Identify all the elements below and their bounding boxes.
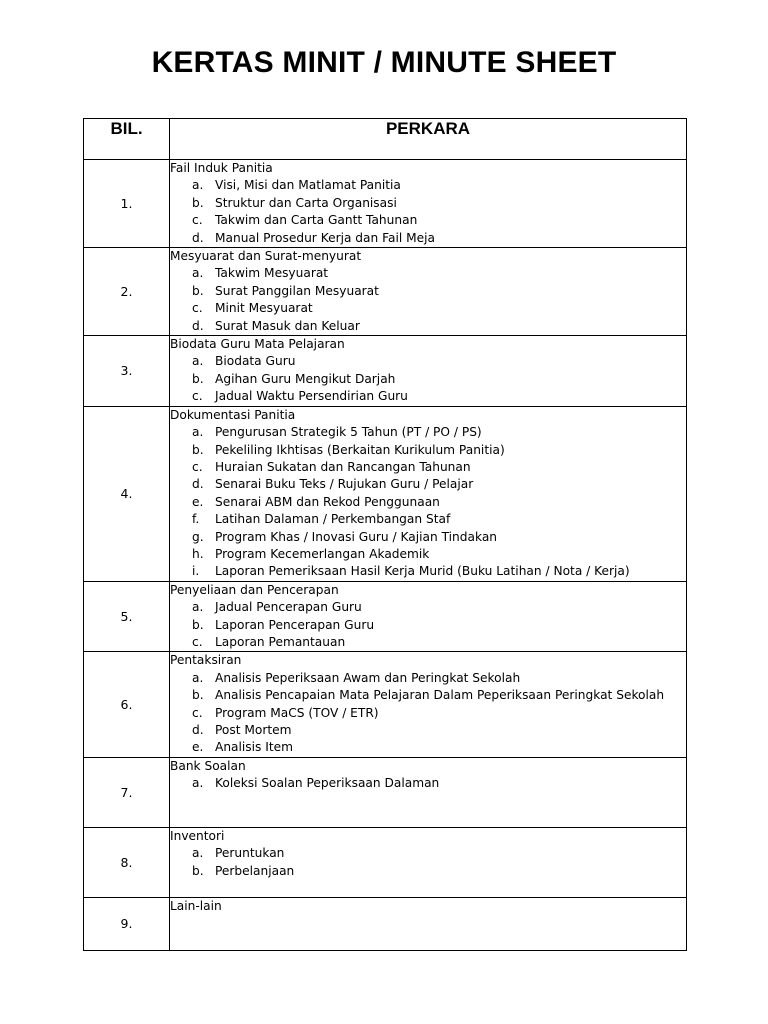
table-row <box>84 757 687 827</box>
item-letter: c. <box>192 705 203 720</box>
item-text: Takwim dan Carta Gantt Tahunan <box>215 213 418 228</box>
row-content <box>170 160 687 248</box>
item-list <box>170 599 686 651</box>
list-item <box>170 476 686 493</box>
item-letter: i. <box>192 564 200 579</box>
list-item <box>170 388 686 405</box>
list-item <box>170 230 686 247</box>
list-item <box>170 617 686 634</box>
list-item <box>170 722 686 739</box>
item-text: Program MaCS (TOV / ETR) <box>215 705 379 720</box>
item-text: Senarai ABM dan Rekod Penggunaan <box>215 494 440 509</box>
item-text: Post Mortem <box>215 723 292 737</box>
item-text: Pekeliling Ikhtisas (Berkaitan Kurikulum Panitia) <box>215 442 505 457</box>
item-letter: b. <box>192 688 204 703</box>
table-header-row <box>84 119 687 160</box>
item-text: Program Kecemerlangan Akademik <box>215 546 430 561</box>
list-item <box>170 318 686 335</box>
row-number: 6. <box>84 652 170 757</box>
item-letter: b. <box>192 195 204 210</box>
item-text: Biodata Guru <box>215 354 296 369</box>
item-list <box>170 353 686 405</box>
table-row <box>84 160 687 248</box>
item-letter: a. <box>192 776 204 791</box>
item-text: Visi, Misi dan Matlamat Panitia <box>215 178 401 193</box>
list-item <box>170 494 686 511</box>
list-item <box>170 442 686 459</box>
item-letter: c. <box>192 301 203 316</box>
item-text: Minit Mesyuarat <box>215 301 313 316</box>
row-number: 9. <box>84 897 170 950</box>
list-item <box>170 705 686 722</box>
item-letter: e. <box>192 740 204 755</box>
item-text: Koleksi Soalan Peperiksaan Dalaman <box>215 776 440 791</box>
section-title: Bank Soalan <box>170 758 246 773</box>
item-letter: b. <box>192 371 204 386</box>
list-item <box>170 775 686 792</box>
item-text: Laporan Pemeriksaan Hasil Kerja Murid (Buku Latihan / Nota / Kerja) <box>215 564 630 579</box>
section-title: Dokumentasi Panitia <box>170 407 296 422</box>
section-title: Mesyuarat dan Surat-menyurat <box>170 249 362 264</box>
list-item <box>170 739 686 756</box>
row-number: 3. <box>84 336 170 407</box>
row-content <box>170 336 687 407</box>
list-item <box>170 353 686 370</box>
list-item <box>170 546 686 563</box>
item-text: Manual Prosedur Kerja dan Fail Meja <box>215 230 435 245</box>
item-letter: a. <box>192 425 204 440</box>
row-content <box>170 248 687 336</box>
list-item <box>170 283 686 300</box>
table-row <box>84 652 687 757</box>
list-item <box>170 195 686 212</box>
item-list <box>170 845 686 880</box>
item-list <box>170 265 686 335</box>
row-content <box>170 581 687 652</box>
item-letter: h. <box>192 546 204 561</box>
item-letter: c. <box>192 389 203 404</box>
item-text: Program Khas / Inovasi Guru / Kajian Tindakan <box>215 529 498 544</box>
item-letter: a. <box>192 670 204 685</box>
list-item <box>170 634 686 651</box>
list-item <box>170 529 686 546</box>
section-title: Biodata Guru Mata Pelajaran <box>170 337 345 352</box>
table-row <box>84 897 687 950</box>
header-perkara: PERKARA <box>170 119 687 160</box>
row-content <box>170 827 687 897</box>
minute-sheet-table <box>83 118 687 951</box>
item-text: Huraian Sukatan dan Rancangan Tahunan <box>215 459 471 474</box>
list-item <box>170 845 686 862</box>
section-title: Penyeliaan dan Pencerapan <box>170 582 339 597</box>
table-body <box>84 160 687 951</box>
item-letter: a. <box>192 266 204 281</box>
item-letter: e. <box>192 494 204 509</box>
list-item <box>170 371 686 388</box>
item-text: Analisis Peperiksaan Awam dan Peringkat Sekolah <box>215 670 521 685</box>
item-list <box>170 424 686 581</box>
section-title: Pentaksiran <box>170 653 242 668</box>
item-text: Takwim Mesyuarat <box>215 266 329 281</box>
item-text: Analisis Pencapaian Mata Pelajaran Dalam Peperiksaan Peringkat Sekolah <box>215 688 665 703</box>
item-letter: b. <box>192 863 204 878</box>
item-text: Peruntukan <box>215 846 285 861</box>
list-item <box>170 265 686 282</box>
list-item <box>170 424 686 441</box>
item-letter: a. <box>192 846 204 861</box>
row-number: 4. <box>84 406 170 581</box>
row-number: 2. <box>84 248 170 336</box>
row-content <box>170 406 687 581</box>
table-row <box>84 581 687 652</box>
item-letter: g. <box>192 529 204 544</box>
item-letter: c. <box>192 459 203 474</box>
list-item <box>170 563 686 580</box>
item-text: Latihan Dalaman / Perkembangan Staf <box>215 512 451 527</box>
item-letter: a. <box>192 600 204 615</box>
item-letter: b. <box>192 617 204 632</box>
row-content <box>170 652 687 757</box>
list-item <box>170 670 686 687</box>
list-item <box>170 863 686 880</box>
item-letter: a. <box>192 354 204 369</box>
item-list <box>170 670 686 757</box>
list-item <box>170 300 686 317</box>
item-text: Surat Masuk dan Keluar <box>215 318 360 333</box>
row-content <box>170 757 687 827</box>
item-letter: d. <box>192 230 204 245</box>
item-letter: c. <box>192 213 203 228</box>
row-number: 7. <box>84 757 170 827</box>
item-text: Agihan Guru Mengikut Darjah <box>215 371 396 386</box>
table-row <box>84 406 687 581</box>
item-text: Analisis Item <box>215 740 294 755</box>
item-text: Senarai Buku Teks / Rujukan Guru / Pelajar <box>215 477 474 492</box>
item-text: Jadual Waktu Persendirian Guru <box>215 389 408 404</box>
item-letter: a. <box>192 178 204 193</box>
table-row <box>84 336 687 407</box>
item-letter: f. <box>192 512 200 527</box>
item-letter: b. <box>192 283 204 298</box>
list-item <box>170 177 686 194</box>
item-text: Pengurusan Strategik 5 Tahun (PT / PO / PS) <box>215 425 482 440</box>
header-bil: BIL. <box>84 119 170 160</box>
section-title: Inventori <box>170 828 225 843</box>
list-item <box>170 459 686 476</box>
list-item <box>170 599 686 616</box>
table-row <box>84 248 687 336</box>
list-item <box>170 511 686 528</box>
item-text: Jadual Pencerapan Guru <box>215 600 362 615</box>
item-list <box>170 177 686 247</box>
item-text: Surat Panggilan Mesyuarat <box>215 283 379 298</box>
item-text: Perbelanjaan <box>215 863 295 878</box>
item-list <box>170 775 686 792</box>
row-number: 1. <box>84 160 170 248</box>
item-text: Laporan Pencerapan Guru <box>215 617 375 632</box>
item-text: Struktur dan Carta Organisasi <box>215 195 397 210</box>
list-item <box>170 212 686 229</box>
item-letter: c. <box>192 634 203 649</box>
section-title: Lain-lain <box>170 898 222 913</box>
page-title: KERTAS MINIT / MINUTE SHEET <box>151 46 617 79</box>
item-letter: b. <box>192 442 204 457</box>
row-content <box>170 897 687 950</box>
row-number: 5. <box>84 581 170 652</box>
section-title: Fail Induk Panitia <box>170 161 273 175</box>
table-row <box>84 827 687 897</box>
list-item <box>170 687 686 704</box>
item-letter: d. <box>192 318 204 333</box>
item-letter: d. <box>192 723 204 737</box>
item-text: Laporan Pemantauan <box>215 634 346 649</box>
item-letter: d. <box>192 477 204 492</box>
row-number: 8. <box>84 827 170 897</box>
